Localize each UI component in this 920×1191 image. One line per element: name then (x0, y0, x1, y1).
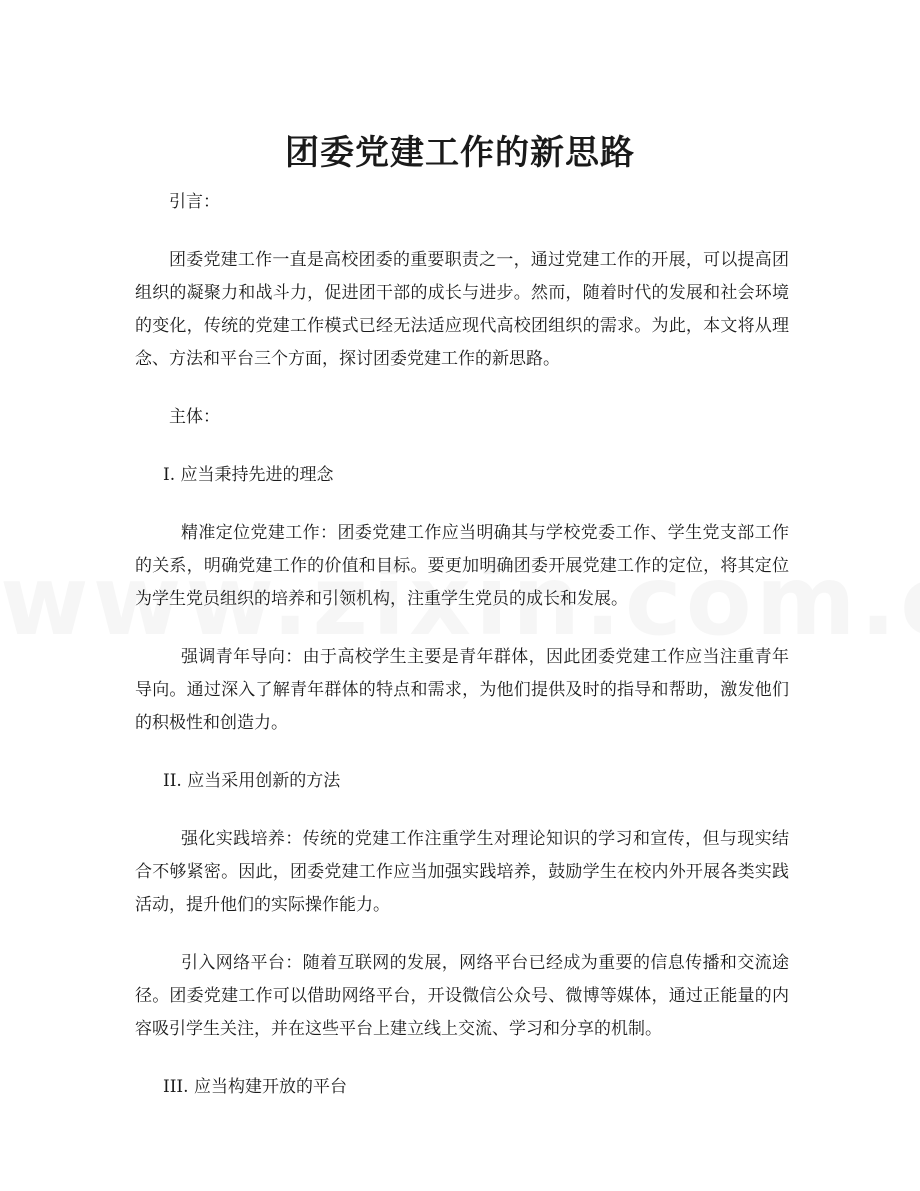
section-2-paragraph-2: 引入网络平台：随着互联网的发展，网络平台已经成为重要的信息传播和交流途径。团委党建工作可以借助网络平台，开设微信公众号、微博等媒体，通过正能量的内容吸引学生关注，并在这些平台上建立线上交流、学习和分享的机制。 (135, 953, 789, 1039)
section-heading-3: III. 应当构建开放的平台 (163, 1077, 347, 1097)
document-body (135, 186, 789, 1129)
section-1-paragraph-1: 精准定位党建工作：团委党建工作应当明确其与学校党委工作、学生党支部工作的关系，明确党建工作的价值和目标。要更加明确团委开展党建工作的定位，将其定位为学生党员组织的培养和引领机构，注重学生党员的成长和发展。 (135, 523, 789, 609)
section-heading-2: II. 应当采用创新的方法 (163, 771, 341, 791)
intro-paragraph: 团委党建工作一直是高校团委的重要职责之一，通过党建工作的开展，可以提高团组织的凝聚力和战斗力，促进团干部的成长与进步。然而，随着时代的发展和社会环境的变化，传统的党建工作模式已经无法适应现代高校团组织的需求。为此，本文将从理念、方法和平台三个方面，探讨团委党建工作的新思路。 (135, 250, 789, 369)
section-2-paragraph-1: 强化实践培养：传统的党建工作注重学生对理论知识的学习和宣传，但与现实结合不够紧密。因此，团委党建工作应当加强实践培养，鼓励学生在校内外开展各类实践活动，提升他们的实际操作能力。 (135, 829, 789, 915)
section-1-paragraph-2: 强调青年导向：由于高校学生主要是青年群体，因此团委党建工作应当注重青年导向。通过深入了解青年群体的特点和需求，为他们提供及时的指导和帮助，激发他们的积极性和创造力。 (135, 647, 789, 733)
intro-label: 引言： (169, 192, 220, 212)
document-title: 团委党建工作的新思路 (285, 132, 635, 173)
body-label: 主体： (169, 407, 220, 427)
section-heading-1: I. 应当秉持先进的理念 (163, 465, 334, 485)
